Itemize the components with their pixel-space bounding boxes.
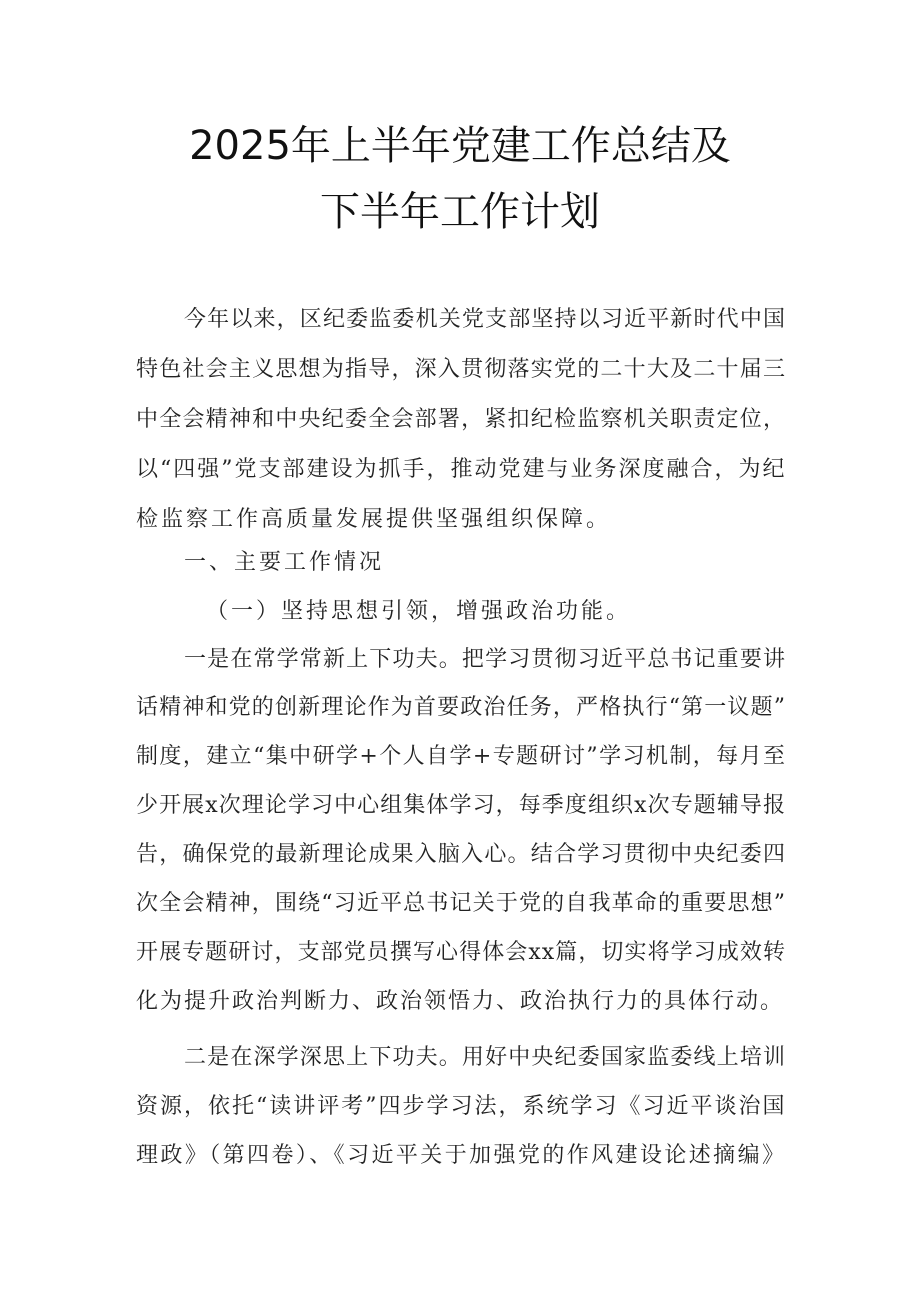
paragraph-intro-line: 以“四强”党支部建设为抓手，推动党建与业务深度融合，为纪 [136, 457, 786, 482]
paragraph-intro-line: 检监察工作高质量发展提供坚强组织保障。 [136, 507, 612, 532]
paragraph-one-line: 话精神和党的创新理论作为首要政治任务，严格执行“第一议题” [136, 695, 786, 720]
document-title-line-1: 2025年上半年党建工作总结及 [189, 123, 731, 169]
paragraph-intro-line: 特色社会主义思想为指导，深入贯彻落实党的二十大及二十届三 [136, 357, 786, 382]
paragraph-one-line: 告，确保党的最新理论成果入脑入心。结合学习贯彻中央纪委四 [136, 842, 786, 867]
paragraph-two-line: 资源，依托“读讲评考”四步学习法，系统学习《习近平谈治国 [136, 1094, 786, 1119]
paragraph-two-line: 二是在深学深思上下功夫。用好中央纪委国家监委线上培训 [184, 1045, 786, 1070]
paragraph-one-line: 制度，建立“集中研学+个人自学+专题研讨”学习机制，每月至 [136, 744, 786, 769]
paragraph-one-line: 少开展x次理论学习中心组集体学习，每季度组织x次专题辅导报 [136, 793, 786, 818]
document-title-line-2: 下半年工作计划 [320, 189, 600, 235]
paragraph-intro-line: 今年以来，区纪委监委机关党支部坚持以习近平新时代中国 [184, 307, 786, 332]
paragraph-one-line: 化为提升政治判断力、政治领悟力、政治执行力的具体行动。 [136, 989, 785, 1014]
paragraph-intro-line: 中全会精神和中央纪委全会部署，紧扣纪检监察机关职责定位， [136, 407, 786, 432]
paragraph-two-line: 理政》（第四卷）、《习近平关于加强党的作风建设论述摘编》 [136, 1143, 786, 1168]
section-heading: 一、主要工作情况 [184, 550, 385, 575]
subsection-heading: （一）坚持思想引领，增强政治功能。 [206, 599, 632, 624]
paragraph-one-line: 次全会精神，围绕“习近平总书记关于党的自我革命的重要思想” [136, 891, 786, 916]
paragraph-one-line: 一是在常学常新上下功夫。把学习贯彻习近平总书记重要讲 [184, 647, 786, 672]
paragraph-one-line: 开展专题研讨，支部党员撰写心得体会xx篇，切实将学习成效转 [136, 940, 786, 965]
